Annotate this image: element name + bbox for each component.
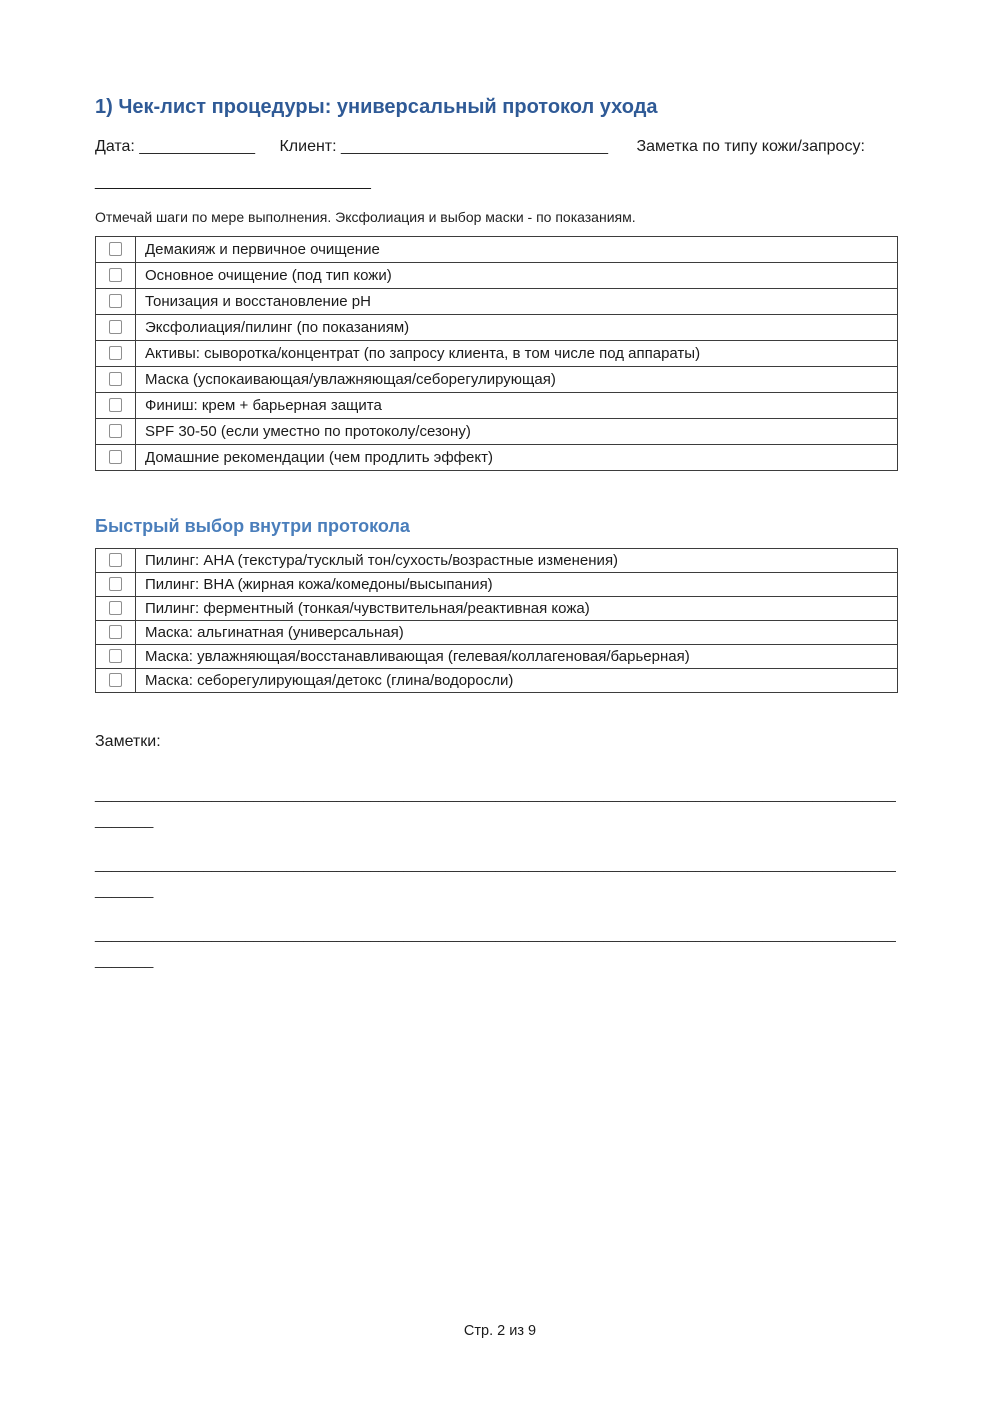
quick-select-item-label: Маска: альгинатная (универсальная) [136, 621, 898, 645]
checkbox-icon[interactable] [109, 673, 122, 687]
checkbox-cell[interactable] [96, 597, 136, 621]
table-row [96, 621, 898, 645]
checkbox-cell[interactable] [96, 669, 136, 693]
date-blank-line: _____________ [139, 138, 256, 155]
quick-select-item-label: Пилинг: AHA (текстура/тусклый тон/сухость/возрастные изменения) [136, 549, 898, 573]
table-row [96, 549, 898, 573]
checkbox-icon[interactable] [109, 320, 122, 334]
checklist-item-label: Демакияж и первичное очищение [136, 237, 898, 263]
checkbox-icon[interactable] [109, 294, 122, 308]
checkbox-icon[interactable] [109, 649, 122, 663]
checklist-item-label: Маска (успокаивающая/увлажняющая/себорегулирующая) [136, 367, 898, 393]
checkbox-cell[interactable] [96, 263, 136, 289]
checkbox-cell[interactable] [96, 315, 136, 341]
form-header-line [95, 136, 898, 157]
checkbox-icon[interactable] [109, 242, 122, 256]
quick-select-item-label: Маска: увлажняющая/восстанавливающая (гелевая/коллагеновая/барьерная) [136, 645, 898, 669]
quick-select-table [95, 548, 898, 693]
quick-select-item-label: Пилинг: ферментный (тонкая/чувствительная/реактивная кожа) [136, 597, 898, 621]
checkbox-cell[interactable] [96, 289, 136, 315]
checkbox-icon[interactable] [109, 398, 122, 412]
checkbox-cell[interactable] [96, 549, 136, 573]
checkbox-cell[interactable] [96, 419, 136, 445]
quick-select-item-label: Маска: себорегулирующая/детокс (глина/водоросли) [136, 669, 898, 693]
notes-section [95, 782, 898, 974]
table-row [96, 645, 898, 669]
notes-blank-line: _______________________________________________________________________________________________________ [95, 926, 896, 969]
page-number: Стр. 2 из 9 [463, 1323, 537, 1339]
checklist-item-label: Основное очищение (под тип кожи) [136, 263, 898, 289]
checklist-item-label: Эксфолиация/пилинг (по показаниям) [136, 315, 898, 341]
checklist-item-label: Тонизация и восстановление pH [136, 289, 898, 315]
checkbox-cell[interactable] [96, 341, 136, 367]
quick-select-item-label: Пилинг: BHA (жирная кожа/комедоны/высыпания) [136, 573, 898, 597]
checklist-item-label: Домашние рекомендации (чем продлить эффект) [136, 445, 898, 471]
checkbox-icon[interactable] [109, 601, 122, 615]
checkbox-icon[interactable] [109, 553, 122, 567]
checklist-item-label: SPF 30-50 (если уместно по протоколу/сезону) [136, 419, 898, 445]
notes-blank-line: _______________________________________________________________________________________________________ [95, 786, 896, 829]
table-row [96, 419, 898, 445]
skin-note-blank-line: _______________________________ [95, 173, 371, 190]
table-row [96, 289, 898, 315]
table-row [96, 367, 898, 393]
checkbox-cell[interactable] [96, 393, 136, 419]
checkbox-icon[interactable] [109, 346, 122, 360]
table-row [96, 573, 898, 597]
skin-note-label: Заметка по типу кожи/запросу: [636, 138, 865, 155]
notes-blank-line: _______________________________________________________________________________________________________ [95, 856, 896, 899]
table-row [96, 597, 898, 621]
checkbox-icon[interactable] [109, 625, 122, 639]
document-content [95, 0, 898, 992]
checkbox-cell[interactable] [96, 645, 136, 669]
checkbox-icon[interactable] [109, 268, 122, 282]
checkbox-icon[interactable] [109, 424, 122, 438]
instruction-text: Отмечай шаги по мере выполнения. Эксфолиация и выбор маски - по показаниям. [95, 209, 636, 225]
date-label: Дата: [95, 138, 135, 155]
table-row [96, 445, 898, 471]
checklist-item-label: Активы: сыворотка/концентрат (по запросу клиента, в том числе под аппараты) [136, 341, 898, 367]
table-row [96, 237, 898, 263]
client-label: Клиент: [279, 138, 337, 155]
checkbox-cell[interactable] [96, 237, 136, 263]
table-row [96, 669, 898, 693]
checkbox-cell[interactable] [96, 445, 136, 471]
checkbox-icon[interactable] [109, 577, 122, 591]
procedure-checklist-table [95, 236, 898, 471]
table-row [96, 341, 898, 367]
checkbox-cell[interactable] [96, 621, 136, 645]
quick-select-heading: Быстрый выбор внутри протокола [95, 516, 410, 536]
client-blank-line: ______________________________ [341, 138, 608, 155]
checkbox-icon[interactable] [109, 450, 122, 464]
checklist-item-label: Финиш: крем + барьерная защита [136, 393, 898, 419]
table-row [96, 393, 898, 419]
notes-label: Заметки: [95, 733, 161, 750]
page-title: 1) Чек-лист процедуры: универсальный протокол ухода [95, 96, 658, 118]
checkbox-icon[interactable] [109, 372, 122, 386]
checkbox-cell[interactable] [96, 367, 136, 393]
table-row [96, 315, 898, 341]
table-row [96, 263, 898, 289]
checkbox-cell[interactable] [96, 573, 136, 597]
